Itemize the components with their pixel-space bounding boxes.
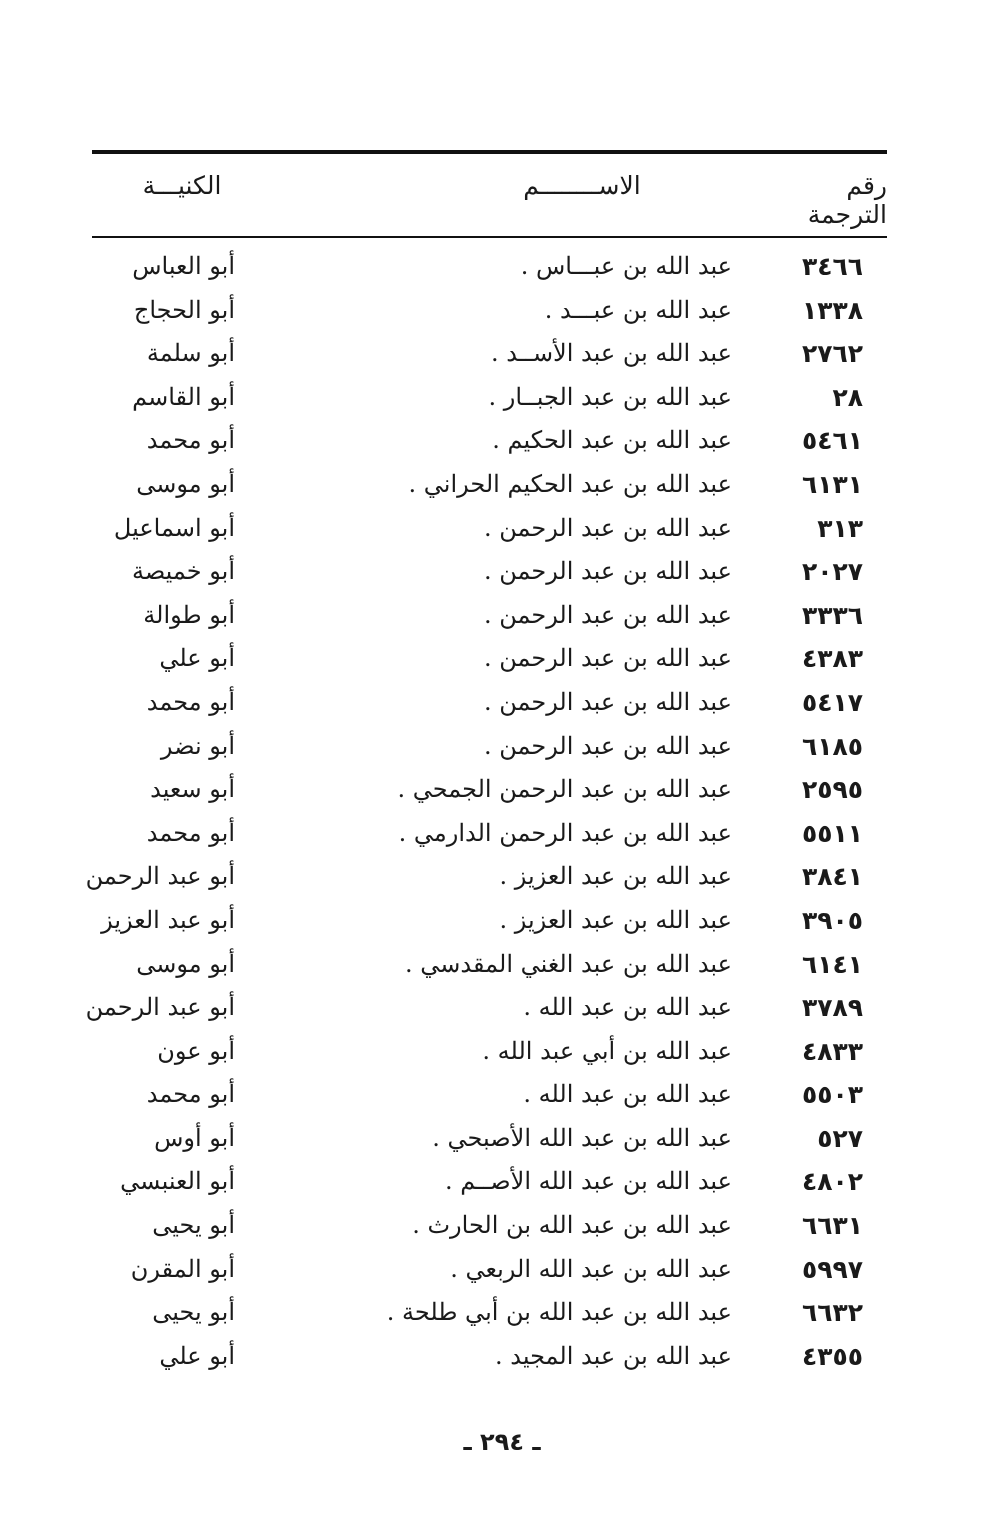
entry-kunya: أبو خميصة <box>131 557 235 586</box>
entry-name: عبد الله بن عبد الله بن الحارث . <box>412 1211 732 1240</box>
entry-number: ٥٥٠٣ <box>801 1080 863 1110</box>
entry-kunya: أبو سلمة <box>146 339 235 368</box>
entry-name: عبد الله بن عبد الرحمن . <box>483 513 732 542</box>
entry-kunya: أبو موسى <box>136 949 235 978</box>
page-number: ـ ٢٩٤ ـ <box>463 1428 541 1456</box>
entry-number: ١٣٣٨ <box>801 295 863 325</box>
entry-name: عبد الله بن عبد الغني المقدسي . <box>405 949 732 978</box>
entry-name: عبد الله بن عبد الحكيم . <box>492 426 732 455</box>
entry-name: عبد الله بن عبد الرحمن . <box>483 600 732 629</box>
entry-number: ٦١٨٥ <box>801 731 863 761</box>
header-rule <box>92 236 887 238</box>
entry-number: ٣٤٦٦ <box>801 252 863 281</box>
entry-kunya: أبو العباس <box>132 252 235 280</box>
entry-name: عبد الله بن عبد الرحمن . <box>483 557 732 586</box>
entry-number: ٣١٣ <box>817 513 863 543</box>
entry-name: عبد الله بن عبد الرحمن . <box>483 687 732 716</box>
entry-name: عبد الله بن عبد الأســد . <box>491 339 732 368</box>
header-kunya: الكنيـــة <box>142 171 222 200</box>
entry-kunya: أبو محمد <box>146 818 235 847</box>
entry-number: ٢٧٦٢ <box>801 339 863 369</box>
entry-number: ٥٤١٧ <box>801 687 863 717</box>
header-number: رقم الترجمة <box>807 171 887 229</box>
entry-name: عبد الله بن عبد الله الربعي . <box>450 1254 732 1283</box>
header-name: الاســــــــم <box>523 171 641 200</box>
entry-kunya: أبو سعيد <box>150 775 235 804</box>
table-row <box>92 553 887 597</box>
entry-name: عبد الله بن عبـــد . <box>544 295 732 324</box>
entry-number: ٢٥٩٥ <box>801 775 863 805</box>
table-row <box>92 1338 887 1382</box>
entry-name: عبد الله بن عبد العزيز . <box>499 905 732 934</box>
entry-name: عبد الله بن عبد الرحمن الجمحي . <box>397 775 732 804</box>
entry-kunya: أبو الحجاج <box>133 295 235 324</box>
entry-kunya: أبو عبد العزيز <box>101 905 235 934</box>
table-row <box>92 902 887 946</box>
entry-name: عبد الله بن عبد الله . <box>523 1080 732 1109</box>
entry-name: عبد الله بن عبد الله الأصــم . <box>444 1167 732 1196</box>
entry-name: عبد الله بن عبد الجبــار . <box>488 382 732 411</box>
entry-number: ٦١٣١ <box>801 469 863 499</box>
entry-number: ٤٨٠٢ <box>801 1167 863 1197</box>
entry-number: ٥٤٦١ <box>801 426 863 456</box>
table-row <box>92 466 887 510</box>
entry-name: عبد الله بن عبد الله . <box>523 993 732 1022</box>
table-row <box>92 1120 887 1164</box>
entry-name: عبد الله بن عبد الرحمن . <box>483 644 732 673</box>
table-row <box>92 771 887 815</box>
entry-number: ٤٨٣٣ <box>801 1036 863 1066</box>
entry-kunya: أبو محمد <box>146 687 235 716</box>
entry-kunya: أبو محمد <box>146 426 235 455</box>
entry-kunya: أبو نضر <box>160 731 235 760</box>
entry-number: ٦٦٣٢ <box>801 1298 863 1328</box>
table-row <box>92 1076 887 1120</box>
entry-name: عبد الله بن عبد الرحمن الدارمي . <box>398 818 732 847</box>
entry-kunya: أبو يحيى <box>152 1211 235 1240</box>
entry-number: ٤٣٥٥ <box>801 1341 863 1371</box>
table-row <box>92 292 887 336</box>
entry-number: ٣٧٨٩ <box>801 993 863 1023</box>
entry-kunya: أبو عبد الرحمن <box>85 862 235 891</box>
entry-kunya: أبو طوالة <box>143 600 235 629</box>
entry-name: عبد الله بن عبد المجيد . <box>494 1341 732 1370</box>
entry-number: ٢٠٢٧ <box>801 557 863 587</box>
table-row <box>92 510 887 554</box>
table-row <box>92 684 887 728</box>
top-rule <box>92 150 887 154</box>
entry-name: عبد الله بن عبـــاس . <box>520 252 732 280</box>
table-row <box>92 422 887 466</box>
entry-kunya: أبو عبد الرحمن <box>85 993 235 1022</box>
table-row <box>92 815 887 859</box>
entry-name: عبد الله بن عبد الحكيم الحراني . <box>408 469 732 498</box>
entry-number: ٥٥١١ <box>801 818 863 848</box>
entry-name: عبد الله بن عبد الله بن أبي طلحة . <box>386 1298 732 1327</box>
table-row <box>92 640 887 684</box>
entry-number: ٣٨٤١ <box>801 862 863 892</box>
table-row <box>92 728 887 772</box>
table-body <box>85 248 887 1381</box>
table-row <box>92 597 887 641</box>
entry-kunya: أبو علي <box>159 1341 235 1370</box>
entry-number: ٥٢٧ <box>817 1123 863 1153</box>
entry-name: عبد الله بن عبد الرحمن . <box>483 731 732 760</box>
table-header <box>92 165 887 229</box>
entry-kunya: أبو القاسم <box>132 382 235 411</box>
entry-kunya: أبو العنبسي <box>120 1167 235 1196</box>
entry-kunya: أبو أوس <box>154 1123 235 1152</box>
entry-kunya: أبو علي <box>159 644 235 673</box>
table-row <box>85 989 887 1033</box>
table-row <box>92 1251 887 1295</box>
entry-number: ٣٩٠٥ <box>801 905 863 935</box>
entry-number: ٢٨ <box>832 382 863 412</box>
table-row <box>92 1163 887 1207</box>
entry-name: عبد الله بن عبد الله الأصبحي . <box>432 1123 732 1152</box>
entry-kunya: أبو موسى <box>136 469 235 498</box>
table-row <box>92 946 887 990</box>
table-row <box>92 1294 887 1338</box>
entry-number: ٣٣٣٦ <box>801 600 863 630</box>
entry-number: ٦١٤١ <box>801 949 863 979</box>
entry-name: عبد الله بن عبد العزيز . <box>499 862 732 891</box>
entry-kunya: أبو عون <box>157 1036 235 1065</box>
table-row <box>92 335 887 379</box>
entry-kunya: أبو اسماعيل <box>113 513 235 542</box>
entry-kunya: أبو يحيى <box>152 1298 235 1327</box>
table-row <box>92 1033 887 1077</box>
entry-number: ٦٦٣١ <box>801 1211 863 1241</box>
entry-kunya: أبو المقرن <box>130 1254 235 1283</box>
entry-number: ٥٩٩٧ <box>801 1254 863 1284</box>
table-row <box>85 858 887 902</box>
table-row <box>92 248 887 292</box>
table-row <box>92 1207 887 1251</box>
entry-name: عبد الله بن أبي عبد الله . <box>482 1036 732 1065</box>
entry-number: ٤٣٨٣ <box>801 644 863 674</box>
table-row <box>92 379 887 423</box>
entry-kunya: أبو محمد <box>146 1080 235 1109</box>
